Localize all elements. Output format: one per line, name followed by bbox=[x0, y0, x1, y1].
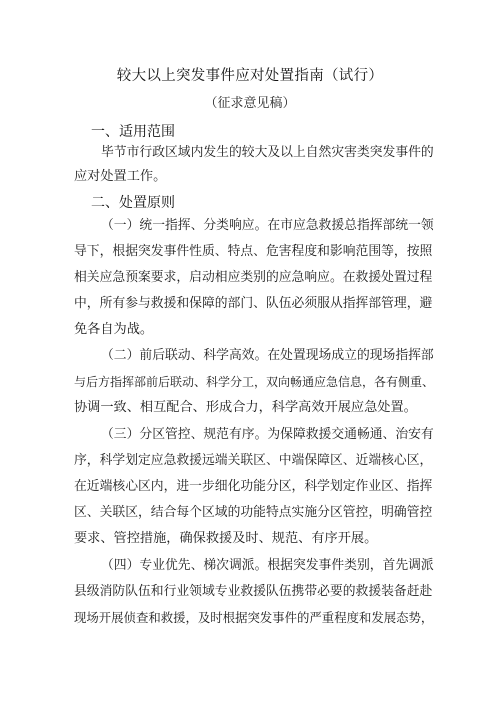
paragraph-line: 现场开展侦查和救援，及时根据突发事件的严重程度和发展态势， bbox=[74, 610, 434, 625]
section-heading-scope: 一、适用范围 bbox=[91, 124, 175, 140]
paragraph-line: 中，所有参与救援和保障的部门、队伍必须服从指挥部管理，避 bbox=[74, 296, 433, 311]
document-subtitle: （征求意见稿） bbox=[204, 96, 296, 111]
paragraph-line: 免各自为战。 bbox=[74, 322, 154, 337]
paragraph-line: 要求、管控措施，确保救援及时、规范、有序开展。 bbox=[74, 531, 378, 546]
paragraph-line: （三）分区管控、规范有序。为保障救援交通畅通、治安有 bbox=[101, 427, 434, 442]
paragraph-line: 毕节市行政区域内发生的较大及以上自然灾害类突发事件的 bbox=[101, 145, 434, 160]
section-heading-principles: 二、处置原则 bbox=[91, 195, 175, 211]
paragraph-line: 导下，根据突发事件性质、特点、危害程度和影响范围等，按照 bbox=[74, 244, 433, 259]
paragraph-line: 县级消防队伍和行业领域专业救援队伍携带必要的救援装备赶赴 bbox=[74, 584, 433, 599]
paragraph-line: 相关应急预案要求，启动相应类别的应急响应。在救援处置过程 bbox=[74, 270, 433, 285]
paragraph-line: 区、关联区，结合每个区域的功能特点实施分区管控，明确管控 bbox=[74, 505, 433, 520]
document-title: 较大以上突发事件应对处置指南（试行） bbox=[116, 68, 384, 84]
paragraph-line: 应对处置工作。 bbox=[74, 169, 167, 184]
paragraph-line: 与后方指挥部前后联动、科学分工，双向畅通应急信息，各有侧重、 bbox=[74, 375, 435, 389]
paragraph-line: （一）统一指挥、分类响应。在市应急救援总指挥部统一领 bbox=[101, 218, 434, 233]
paragraph-line: 在近端核心区内，进一步细化功能分区，科学划定作业区、指挥 bbox=[74, 479, 433, 494]
paragraph-line: 协调一致、相互配合、形成合力，科学高效开展应急处置。 bbox=[74, 400, 417, 415]
paragraph-line: 序，科学划定应急救援远端关联区、中端保障区、近端核心区， bbox=[74, 453, 433, 468]
paragraph-line: （二）前后联动、科学高效。在处置现场成立的现场指挥部 bbox=[101, 348, 434, 363]
paragraph-line: （四）专业优先、梯次调派。根据突发事件类别，首先调派 bbox=[101, 558, 434, 573]
